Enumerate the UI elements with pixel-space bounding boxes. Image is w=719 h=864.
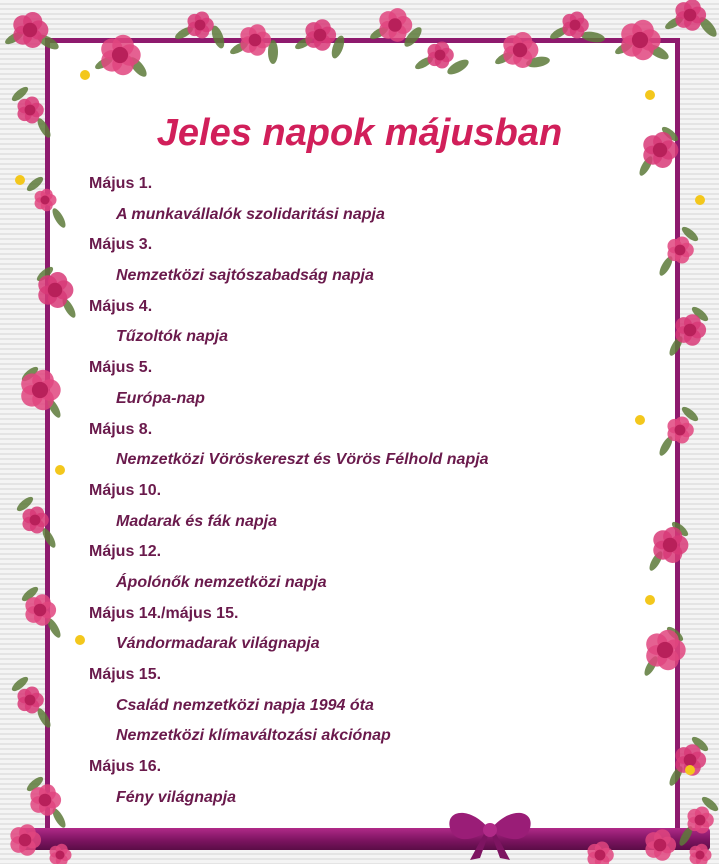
blossom-icon [55,465,65,475]
rose-icon [10,824,41,855]
date-label: Május 5. [89,359,153,377]
rose-icon [35,189,57,211]
date-label: Május 4. [89,297,153,315]
event-label: Család nemzetközi napja 1994 óta [116,696,374,714]
blossom-icon [695,195,705,205]
page-title: Jeles napok májusban [156,112,563,154]
rose-icon [50,844,72,864]
holiday-list [89,172,489,816]
rose-icon [667,417,693,444]
rose-icon [305,19,336,50]
event-label: Európa-nap [116,389,205,407]
date-label: Május 12. [89,543,162,561]
event-label: A munkavállalók szolidaritási napja [116,205,385,223]
event-label: Madarak és fák napja [116,512,277,530]
blossom-icon [15,175,25,185]
rose-icon [240,24,271,55]
blossom-icon [75,635,85,645]
rose-icon [645,829,676,860]
blossom-icon [685,765,695,775]
rose-icon [427,42,453,69]
rose-icon [667,237,693,264]
date-label: Május 14./május 15. [89,604,239,622]
event-label: Ápolónők nemzetközi napja [116,573,327,591]
leaf-icon [25,175,45,194]
date-label: Május 16. [89,758,162,776]
rose-icon [587,842,613,864]
blossom-icon [645,595,655,605]
event-label: Vándormadarak világnapja [116,635,320,653]
date-label: Május 8. [89,420,153,438]
rose-icon [687,807,713,834]
date-label: Május 1. [89,175,153,192]
leaf-icon [50,206,68,229]
rose-icon [690,844,712,864]
blossom-icon [645,90,655,100]
date-label: Május 15. [89,666,162,683]
blossom-icon [635,415,645,425]
event-label: Nemzetközi Vöröskereszt és Vörös Félhold napja [116,451,489,469]
event-label: Fény világnapja [116,788,237,806]
blossom-icon [80,70,90,80]
date-label: Május 10. [89,481,162,499]
event-label: Tűzoltók napja [116,328,228,346]
event-label: Nemzetközi sajtószabadság napja [116,267,374,285]
event-label: Nemzetközi klímaváltozási akciónap [116,727,391,745]
rose-icon [187,12,213,39]
date-label: Május 3. [89,236,153,254]
